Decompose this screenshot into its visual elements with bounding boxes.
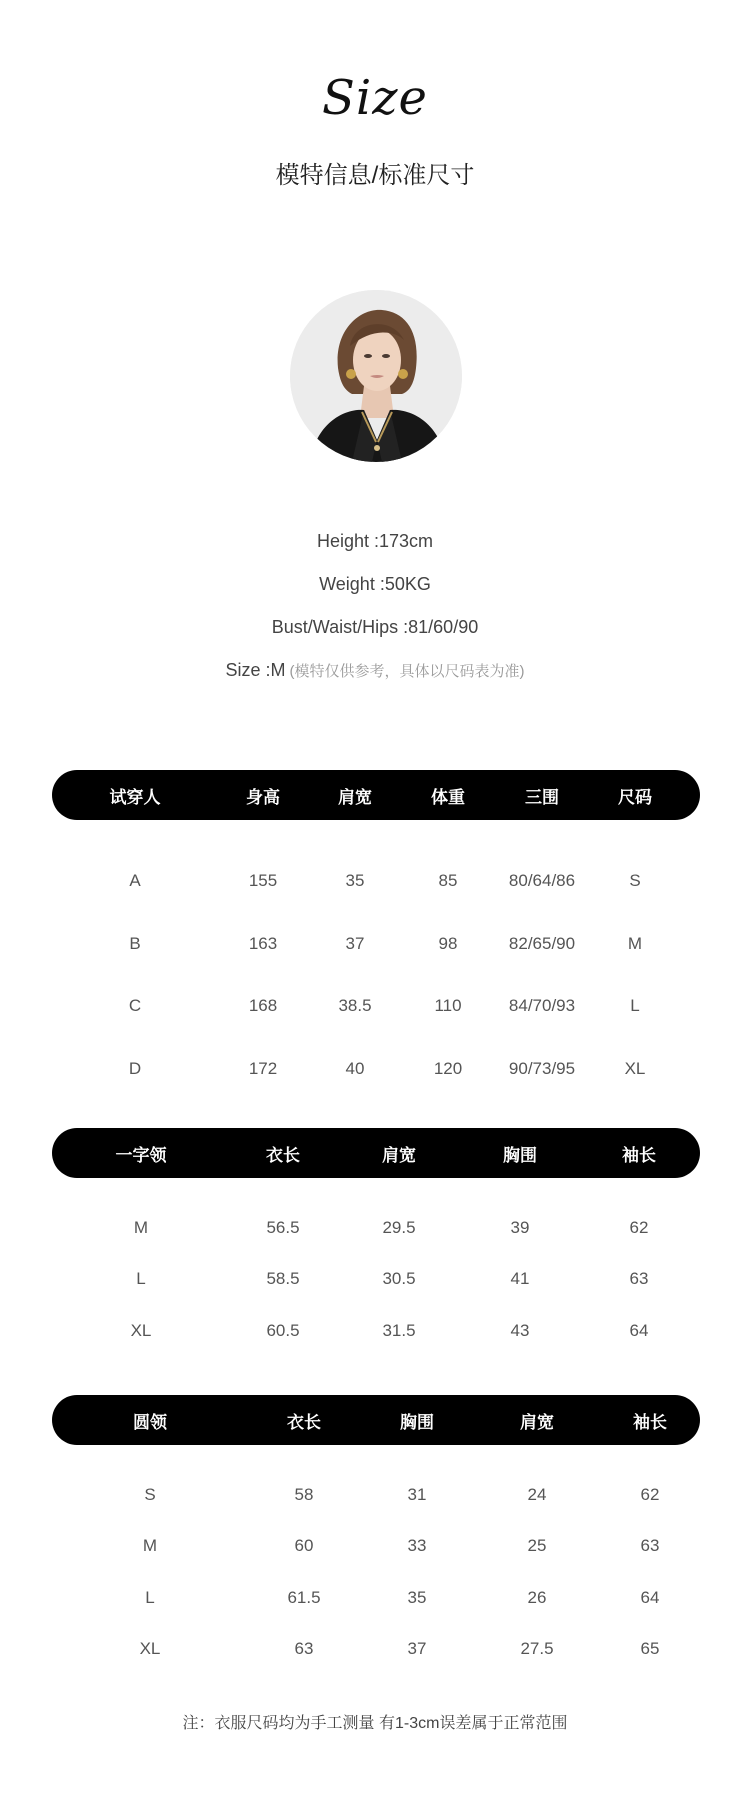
header-cell: 一字领 [115, 1145, 167, 1165]
table-cell: 37 [345, 933, 365, 953]
table-row [52, 1521, 700, 1573]
table-cell: 58 [294, 1484, 314, 1504]
roundneck-size-table [52, 1395, 700, 1675]
model-measurements: Bust/Waist/Hips :81/60/90 [271, 617, 479, 637]
table-row [52, 1305, 700, 1357]
table-cell: 62 [629, 1217, 649, 1237]
table-cell: 63 [640, 1536, 660, 1556]
table-row [52, 850, 700, 913]
table-cell: 168 [248, 996, 278, 1016]
script-title: Size [322, 70, 428, 126]
table-cell: 80/64/86 [508, 871, 576, 891]
table-cell: 85 [438, 871, 458, 891]
table-row [52, 913, 700, 976]
table-cell: L [630, 996, 640, 1016]
table-cell: D [128, 1058, 142, 1078]
table-cell: 64 [640, 1587, 660, 1607]
header-cell: 胸围 [503, 1145, 537, 1165]
header-cell: 尺码 [618, 787, 652, 807]
table-cell: 60 [294, 1536, 314, 1556]
measurement-disclaimer: 注：衣服尺码均为手工测量 有1-3cm误差属于正常范围 [182, 1715, 568, 1732]
table-cell: 64 [629, 1320, 649, 1340]
table-cell: 26 [527, 1587, 547, 1607]
table-cell: 90/73/95 [508, 1058, 576, 1078]
table-cell: 98 [438, 933, 458, 953]
table-cell: 38.5 [338, 996, 372, 1016]
model-size-note: (模特仅供参考，具体以尺码表为准) [289, 663, 525, 680]
table-row [52, 1038, 700, 1101]
header-cell: 肩宽 [338, 787, 372, 807]
table-cell: 172 [248, 1058, 278, 1078]
table-cell: L [145, 1587, 155, 1607]
table-row [52, 975, 700, 1038]
table-row [52, 1202, 700, 1254]
table-row [52, 1469, 700, 1521]
table-cell: 39 [510, 1217, 530, 1237]
table-cell: S [629, 871, 641, 891]
model-stats [0, 520, 750, 692]
table-cell: XL [130, 1320, 152, 1340]
table-cell: 56.5 [266, 1217, 300, 1237]
table-cell: 25 [527, 1536, 547, 1556]
fit-reference-table [52, 770, 700, 1100]
model-size [0, 649, 750, 692]
table-cell: 62 [640, 1484, 660, 1504]
table-cell: M [627, 933, 643, 953]
table-cell: 60.5 [266, 1320, 300, 1340]
table-header [52, 770, 700, 820]
table-header [52, 1395, 700, 1445]
header-cell: 肩宽 [382, 1145, 416, 1165]
model-height: Height :173cm [316, 531, 434, 551]
model-portrait-image [290, 290, 462, 462]
table-cell: B [129, 933, 141, 953]
header-cell: 体重 [431, 787, 465, 807]
table-cell: 63 [629, 1269, 649, 1289]
table-row [52, 1254, 700, 1306]
table-cell: M [133, 1217, 149, 1237]
model-weight: Weight :50KG [319, 574, 431, 594]
table-cell: 37 [407, 1639, 427, 1659]
table-cell: 61.5 [287, 1587, 321, 1607]
table-cell: M [142, 1536, 158, 1556]
table-cell: 65 [640, 1639, 660, 1659]
page-subtitle: 模特信息/标准尺寸 [275, 162, 475, 189]
table-cell: L [136, 1269, 146, 1289]
table-cell: A [129, 871, 141, 891]
header-cell: 身高 [246, 787, 280, 807]
table-cell: 29.5 [382, 1217, 416, 1237]
table-cell: C [128, 996, 142, 1016]
table-cell: 82/65/90 [508, 933, 576, 953]
table-cell: 31 [407, 1484, 427, 1504]
table-cell: 155 [248, 871, 278, 891]
header-cell: 试穿人 [109, 787, 161, 807]
header-cell: 袖长 [622, 1145, 656, 1165]
table-header [52, 1128, 700, 1178]
table-cell: 58.5 [266, 1269, 300, 1289]
boatneck-size-table [52, 1128, 700, 1357]
table-cell: 30.5 [382, 1269, 416, 1289]
header-cell: 圆领 [133, 1412, 167, 1432]
table-cell: 24 [527, 1484, 547, 1504]
table-cell: 27.5 [520, 1639, 554, 1659]
table-cell: 31.5 [382, 1320, 416, 1340]
table-cell: 163 [248, 933, 278, 953]
table-cell: 43 [510, 1320, 530, 1340]
header-cell: 衣长 [287, 1412, 321, 1432]
table-cell: 41 [510, 1269, 530, 1289]
table-row [52, 1572, 700, 1624]
table-cell: XL [624, 1058, 646, 1078]
header-cell: 袖长 [633, 1412, 667, 1432]
table-cell: 40 [345, 1058, 365, 1078]
table-cell: 33 [407, 1536, 427, 1556]
model-size-label: Size :M [225, 660, 286, 680]
table-cell: 110 [434, 996, 462, 1016]
table-cell: 120 [433, 1058, 463, 1078]
table-cell: S [144, 1484, 156, 1504]
header-cell: 衣长 [266, 1145, 300, 1165]
table-row [52, 1624, 700, 1676]
model-avatar [290, 290, 462, 462]
header-cell: 胸围 [400, 1412, 434, 1432]
table-cell: 35 [345, 871, 365, 891]
table-cell: XL [139, 1639, 161, 1659]
header-cell: 三围 [525, 787, 559, 807]
header-cell: 肩宽 [520, 1412, 554, 1432]
table-cell: 63 [294, 1639, 314, 1659]
table-cell: 35 [407, 1587, 427, 1607]
table-cell: 84/70/93 [508, 996, 576, 1016]
